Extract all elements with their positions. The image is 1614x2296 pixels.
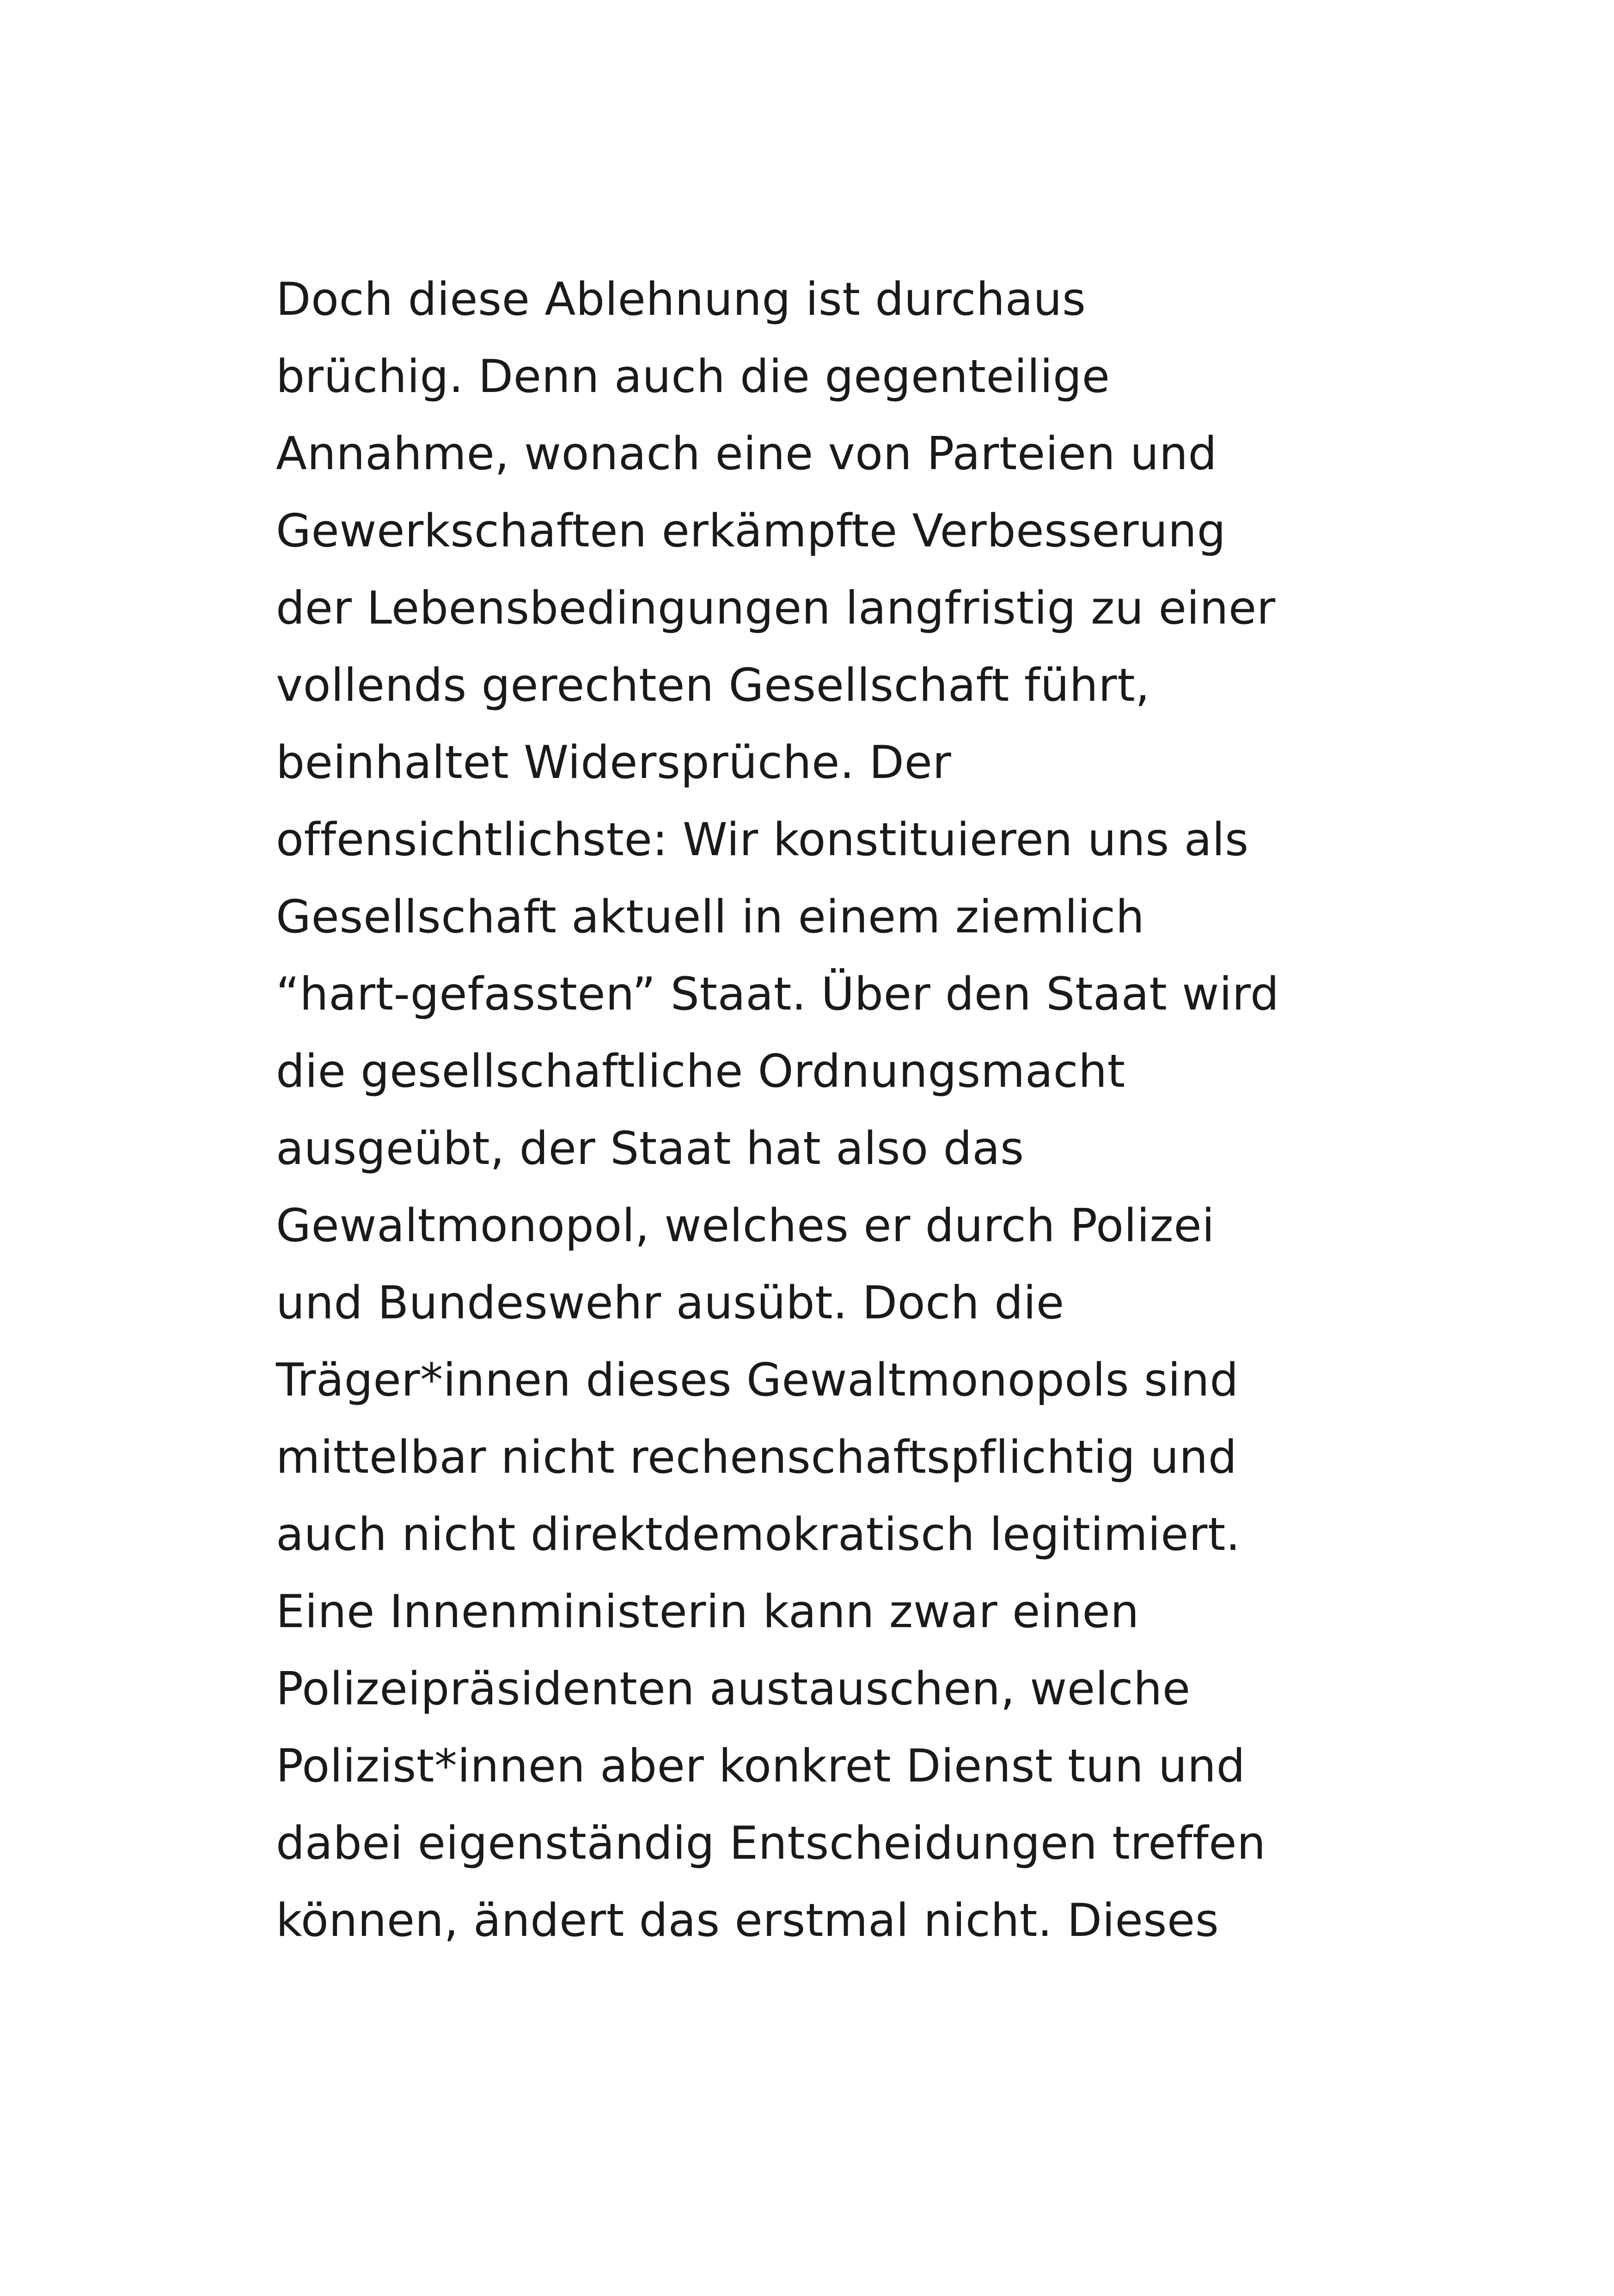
text-line: können, ändert das erstmal nicht. Dieses xyxy=(276,1894,1219,1947)
text-line: vollends gerechten Gesellschaft führt, xyxy=(276,659,1150,712)
text-line: Annahme, wonach eine von Parteien und xyxy=(276,428,1217,480)
text-line: Gewaltmonopol, welches er durch Polizei xyxy=(276,1200,1215,1252)
text-line: auch nicht direktdemokratisch legitimiert. xyxy=(276,1508,1241,1561)
text-line: Gesellschaft aktuell in einem ziemlich xyxy=(276,891,1145,943)
text-line: der Lebensbedingungen langfristig zu einer xyxy=(276,582,1276,635)
text-line: die gesellschaftliche Ordnungsmacht xyxy=(276,1045,1125,1098)
text-line: beinhaltet Widersprüche. Der xyxy=(276,736,952,789)
text-line: brüchig. Denn auch die gegenteilige xyxy=(276,350,1110,403)
text-line: Träger*innen dieses Gewaltmonopols sind xyxy=(276,1354,1239,1407)
text-line: dabei eigenständig Entscheidungen treffen xyxy=(276,1817,1266,1870)
text-line: ausgeübt, der Staat hat also das xyxy=(276,1122,1024,1175)
text-line: Doch diese Ablehnung ist durchaus xyxy=(276,273,1086,326)
text-line: mittelbar nicht rechenschaftspflichtig und xyxy=(276,1431,1237,1484)
text-line: und Bundeswehr ausübt. Doch die xyxy=(276,1277,1064,1329)
text-line: Polizist*innen aber konkret Dienst tun und xyxy=(276,1740,1246,1793)
body-paragraph xyxy=(276,261,1385,1959)
text-line: Polizeipräsidenten austauschen, welche xyxy=(276,1663,1191,1715)
text-line: “hart-gefassten” Staat. Über den Staat wird xyxy=(276,968,1279,1021)
text-line: offensichtlichste: Wir konstituieren uns als xyxy=(276,814,1249,866)
text-line: Gewerkschaften erkämpfte Verbesserung xyxy=(276,505,1226,557)
text-line: Eine Innenministerin kann zwar einen xyxy=(276,1586,1139,1638)
